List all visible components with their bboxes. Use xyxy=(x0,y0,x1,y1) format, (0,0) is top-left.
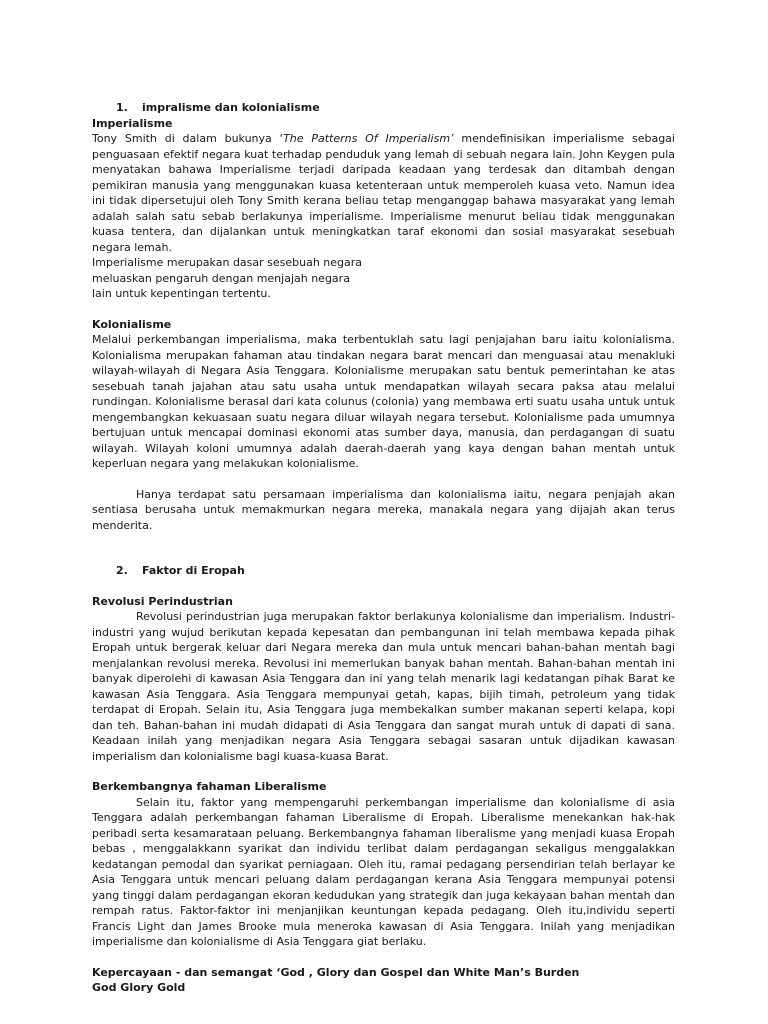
imperialisme-line-1: Imperialisme merupakan dasar sesebuah negara xyxy=(92,256,363,269)
spacer xyxy=(92,472,675,487)
kepercayaan-heading: Kepercayaan - dan semangat ‘God , Glory dan Gospel dan White Man’s Burden xyxy=(92,965,580,979)
book-title: The Patterns Of Imperialism’ xyxy=(283,132,454,145)
kolonialisme-paragraph: Melalui perkembangan imperialisma, maka terbentuklah satu lagi penjajahan baru iaitu kolonialisma. Kolonialisma merupakan fahaman atau tindakan negara barat mencari dan menguasai atau menakluki wilayah-wilayah di Negara Asia Tenggara. Kolonialisme merupakan satu bentuk pemerintahan ke atas sesebuah tanah jajahan atau satu usaha untuk mendapatkan wilayah secara paksa atau melalui rundingan. Kolonialisme berasal dari kata colunus (colonia) yang membawa erti suatu usaha untuk untuk mengembangkan kekuasaan suatu negara diluar wilayah negara tersebut. Kolonialisme pada umumnya bertujuan untuk mencapai dominasi ekonomi atas sumber daya, manusia, dan perdagangan di suatu wilayah. Wilayah koloni umumnya adalah daerah-daerah yang kaya dengan bahan mentah untuk keperluan negara yang melakukan kolonialisme. xyxy=(92,333,675,470)
liberalisme-paragraph: Selain itu, faktor yang mempengaruhi perkembangan imperialisme dan kolonialisme di asia Tenggara adalah perkembangan fahaman Liberalisme di Eropah. Liberalisme menekankan hak-hak peribadi serta kesamarataan peluang. Berkembangnya fahaman liberalisme yang menjadi kuasa Eropah bebas , menggalakkann syarikat dan individu terlibat dalam perdagangan sekaligus menggalakkan kedatangan pemodal dan syarikat perniagaan. Oleh itu, ramai pedagang persendirian telah berlayar ke Asia Tenggara untuk mencari peluang dalam perdagangan kerana Asia Tenggara mempunyai potensi yang tinggi dalam perdagangan ekoran kedudukan yang strategik dan juga kekayaan bahan mentah dan rempah ratus. Faktor-faktor ini menjanjikan keuntungan kepada pedagang. Oleh itu,individu seperti Francis Light dan James Brooke mula meneroka kawasan di Asia Tenggara. Inilah yang menjadikan imperialisme dan kolonialisme di Asia Tenggara giat berlaku. xyxy=(92,795,675,948)
imperialisme-line-3: lain untuk kepentingan tertentu. xyxy=(92,287,271,300)
revolusi-paragraph: Revolusi perindustrian juga merupakan faktor berlakunya kolonialisme dan imperialism. Industri-industri yang wujud berikutan kepada kepesatan dan pembangunan ini telah membawa kepada pihak Eropah untuk bergerak keluar dari Negara mereka dan mula untuk mencari bahan-bahan mentah bagi menjalankan revolusi mereka. Revolusi ini memerlukan banyak bahan mentah. Bahan-bahan mentah ini banyak diperolehi di kawasan Asia Tenggara dan ini yang telah menarik lagi kedatangan pihak Barat ke kawasan Asia Tenggara. Asia Tenggara mempunyai getah, kapas, bijih timah, petroleum yang tidak terdapat di Eropah. Selain itu, Asia Tenggara juga membekalkan sumber makanan seperti kelapa, kopi dan teh. Bahan-bahan ini mudah didapati di Asia Tenggara dan sangat murah untuk di dapati di sana. Keadaan inilah yang menjadikan negara Asia Tenggara sebagai sasaran untuk dijadikan kawasan imperialism dan kolonialisme bagi kuasa-kuasa Barat. xyxy=(92,610,675,763)
imperialisme-paragraph xyxy=(92,131,675,255)
imperialisme-paragraph-rest: mendefinisikan imperialisme sebagai penguasaan efektif negara kuat terhadap penduduk yang lemah di sebuah negara lain. John Keygen pula menyatakan bahawa Imperialisme terjadi daripada keadaan yang terdesak dan ditambah dengan pemikiran manusia yang menggunakan kuasa ketenteraan untuk memperoleh kuasa veto. Namun idea ini tidak dipersetujui oleh Tony Smith kerana beliau tetap menganggap bahawa masyarakat yang lemah adalah salah satu sebab berlakunya imperialisme. Imperialisme menurut beliau tidak menggunakan kuasa tentera, dan dijalankan untuk meningkatkan taraf ekonomi dan sosial masyarakat sesebuah negara lemah. xyxy=(92,132,675,254)
imperialisme-paragraph-start: Tony Smith di dalam bukunya ‘ xyxy=(92,132,284,145)
document-content xyxy=(92,100,675,996)
section-1-heading xyxy=(92,100,675,116)
revolusi-heading: Revolusi Perindustrian xyxy=(92,594,233,608)
section-1-number: 1. xyxy=(116,101,128,114)
spacer xyxy=(92,579,675,594)
kolonialisme-heading: Kolonialisme xyxy=(92,317,172,331)
spacer xyxy=(92,950,675,965)
section-2-heading xyxy=(92,563,675,579)
spacer xyxy=(92,764,675,779)
persamaan-paragraph: Hanya terdapat satu persamaan imperialisma dan kolonialisma iaitu, negara penjajah akan sentiasa berusaha untuk memakmurkan negara mereka, manakala negara yang dijajah akan terus menderita. xyxy=(92,487,675,532)
imperialisme-heading: Imperialisme xyxy=(92,116,173,130)
section-2-number: 2. xyxy=(116,564,128,577)
god-glory-gold-heading: God Glory Gold xyxy=(92,981,186,994)
spacer xyxy=(92,533,675,563)
spacer xyxy=(92,302,675,317)
section-1-title: impralisme dan kolonialisme xyxy=(142,101,320,114)
section-2-title: Faktor di Eropah xyxy=(142,564,245,577)
imperialisme-line-2: meluaskan pengaruh dengan menjajah negara xyxy=(92,271,350,285)
liberalisme-heading: Berkembangnya fahaman Liberalisme xyxy=(92,780,327,793)
